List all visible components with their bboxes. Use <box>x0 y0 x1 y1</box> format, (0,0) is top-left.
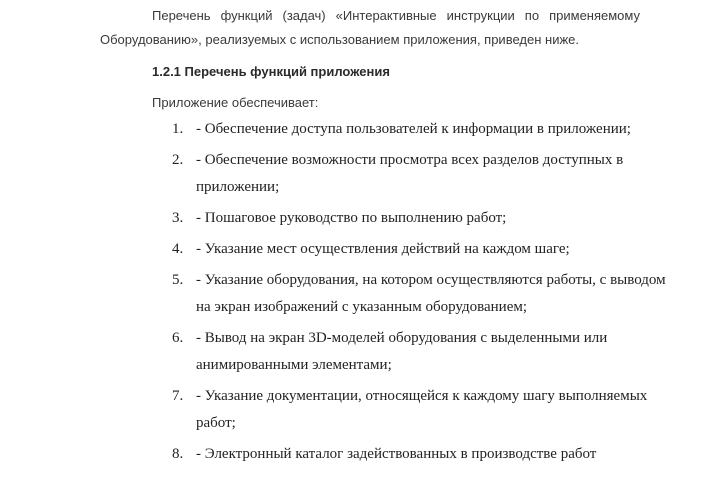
list-item <box>0 267 666 321</box>
list-item-text: - Пошаговое руководство по выполнению работ; <box>196 210 507 226</box>
list-item-text: - Обеспечение доступа пользователей к информации в приложении; <box>196 121 631 137</box>
list-item <box>0 236 666 263</box>
list-item-number: 5. <box>172 272 184 288</box>
list-item-number: 6. <box>172 330 184 346</box>
lead-text: Приложение обеспечивает: <box>152 95 319 110</box>
list-item <box>0 205 666 232</box>
list-item-text: - Указание оборудования, на котором осуществляются работы, с выводом на экран изображений с указанным оборудованием; <box>196 272 666 315</box>
list-item-text: - Указание мест осуществления действий на каждом шаге; <box>196 241 570 257</box>
intro-line-2: Оборудованию», реализуемых с использованием приложения, приведен ниже. <box>100 32 579 47</box>
intro-line-1: Перечень функций (задач) «Интерактивные инструкции по применяемому <box>152 8 640 23</box>
list-item-text: - Указание документации, относящейся к каждому шагу выполняемых работ; <box>196 388 648 431</box>
intro-paragraph <box>100 4 640 52</box>
list-item-number: 2. <box>172 152 184 168</box>
list-item-number: 4. <box>172 241 184 257</box>
list-item-number: 1. <box>172 121 184 137</box>
list-item <box>0 147 666 201</box>
list-item <box>0 383 666 437</box>
section-heading: 1.2.1 Перечень функций приложения <box>152 64 390 79</box>
list-item-number: 7. <box>172 388 184 404</box>
list-item-number: 8. <box>172 446 184 462</box>
functions-list <box>0 116 720 472</box>
list-item-number: 3. <box>172 210 184 226</box>
list-item <box>0 116 666 143</box>
list-item-text: - Вывод на экран 3D-моделей оборудования с выделенными или анимированными элементами; <box>196 330 608 373</box>
list-item-text: - Электронный каталог задействованных в производстве работ <box>196 446 597 462</box>
list-item <box>0 325 666 379</box>
list-item-text: - Обеспечение возможности просмотра всех разделов доступных в приложении; <box>196 152 624 195</box>
list-item <box>0 441 666 468</box>
